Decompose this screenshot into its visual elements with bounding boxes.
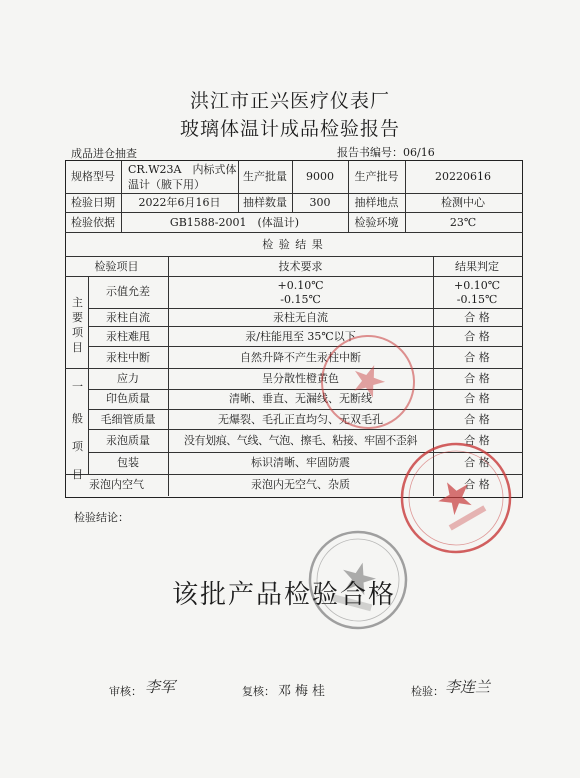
sample-qty-label: 抽样数量 — [243, 196, 287, 209]
main-group-char-4: 目 — [72, 341, 83, 354]
report-number — [337, 144, 435, 160]
row-item: 汞泡内空气 — [89, 478, 144, 491]
model-value-line2: 温计（腋下用） — [128, 178, 205, 191]
row-req: 自然升降不产生汞柱中断 — [240, 351, 361, 364]
row-judge: 合 格 — [464, 434, 490, 447]
basis-value: GB1588-2001 (体温计) — [169, 216, 300, 229]
main-group-char-3: 项 — [72, 326, 83, 339]
col-req-header: 技术要求 — [278, 260, 323, 273]
batch-no-label: 生产批号 — [354, 170, 399, 183]
review-signature: 邓梅桂 — [278, 684, 330, 699]
row-judge: 合 格 — [464, 330, 490, 343]
inspect-signature: 李连兰 — [445, 678, 491, 696]
row-req: 没有划痕、气线、气泡、擦毛、粘接、牢固不歪斜 — [183, 434, 418, 447]
batch-no-value: 20220616 — [435, 170, 491, 183]
date-value: 2022年6月16日 — [138, 196, 221, 209]
qc-seal-stamp — [398, 440, 514, 556]
inspect-label: 检验： — [411, 685, 444, 698]
batch-qty-label: 生产批量 — [243, 170, 287, 183]
general-group-char-1: 一 — [72, 380, 83, 393]
row-req: 标识清晰、牢固防震 — [251, 456, 350, 469]
row-judge: 合 格 — [464, 351, 490, 364]
env-label: 检验环境 — [354, 216, 399, 229]
conclusion-label: 检验结论： — [74, 511, 129, 524]
row-req-line2: -0.15℃ — [280, 293, 321, 306]
row-req: 呈分散性橙黄色 — [262, 372, 339, 385]
row-judge: 合 格 — [464, 311, 490, 324]
audit-signature: 李军 — [145, 678, 176, 696]
row-item: 汞柱自流 — [106, 311, 150, 324]
review-label: 复核： — [242, 685, 275, 698]
batch-qty-value: 9000 — [306, 170, 334, 183]
row-item: 汞柱中断 — [106, 351, 150, 364]
col-item-header: 检验项目 — [94, 260, 139, 273]
inspection-type: 成品进仓抽查 — [71, 147, 137, 160]
row-item: 包装 — [117, 456, 139, 469]
row-judge-line2: -0.15℃ — [456, 293, 498, 306]
row-item: 汞柱难甩 — [106, 330, 150, 343]
sample-qty-value: 300 — [309, 196, 331, 209]
general-group-char-4: 目 — [72, 468, 83, 481]
report-title: 玻璃体温计成品检验报告 — [179, 118, 400, 140]
date-label: 检验日期 — [71, 196, 115, 209]
row-req: 清晰、垂直、无漏线、无断线 — [229, 392, 372, 405]
row-judge-line1: +0.10℃ — [453, 279, 500, 292]
env-value: 23℃ — [449, 216, 477, 229]
row-req: 汞/柱能甩至 35℃以下 — [245, 330, 356, 343]
model-label: 规格型号 — [71, 170, 115, 183]
row-judge: 合 格 — [464, 392, 490, 405]
sample-place-label: 抽样地点 — [354, 196, 399, 209]
row-req: 汞泡内无空气、杂质 — [251, 478, 350, 491]
row-req: 汞柱无自流 — [273, 311, 328, 324]
basis-label: 检验依据 — [71, 216, 115, 229]
row-judge: 合 格 — [464, 413, 490, 426]
company-name: 洪江市正兴医疗仪表厂 — [189, 90, 390, 112]
row-item: 毛细管质量 — [100, 413, 156, 426]
row-item: 印色质量 — [106, 392, 150, 405]
row-item: 汞泡质量 — [106, 434, 150, 447]
row-judge: 合 格 — [464, 456, 490, 469]
model-value-line1: CR.W23A 内标式体 — [128, 163, 237, 176]
main-group-char-1: 主 — [72, 296, 83, 309]
row-item: 应力 — [117, 372, 139, 385]
company-seal-stamp — [318, 332, 418, 432]
row-judge: 合 格 — [464, 372, 490, 385]
report-number-label: 报告书编号： — [337, 146, 403, 159]
general-group-char-2: 般 — [72, 412, 83, 425]
row-req: 无爆裂、毛孔正直均匀、无双毛孔 — [218, 413, 383, 426]
row-judge: 合 格 — [464, 478, 490, 491]
row-req-line1: +0.10℃ — [277, 279, 324, 292]
results-title: 检 验 结 果 — [262, 238, 324, 251]
audit-label: 审核： — [109, 685, 142, 698]
general-group-char-3: 项 — [72, 440, 83, 453]
report-number-value: 06/16 — [403, 146, 435, 159]
row-item: 示值允差 — [106, 285, 150, 298]
main-group-char-2: 要 — [72, 311, 83, 324]
col-judge-header: 结果判定 — [455, 260, 499, 273]
sample-place-value: 检测中心 — [441, 196, 485, 209]
conclusion-verdict: 该批产品检验合格 — [172, 580, 397, 610]
